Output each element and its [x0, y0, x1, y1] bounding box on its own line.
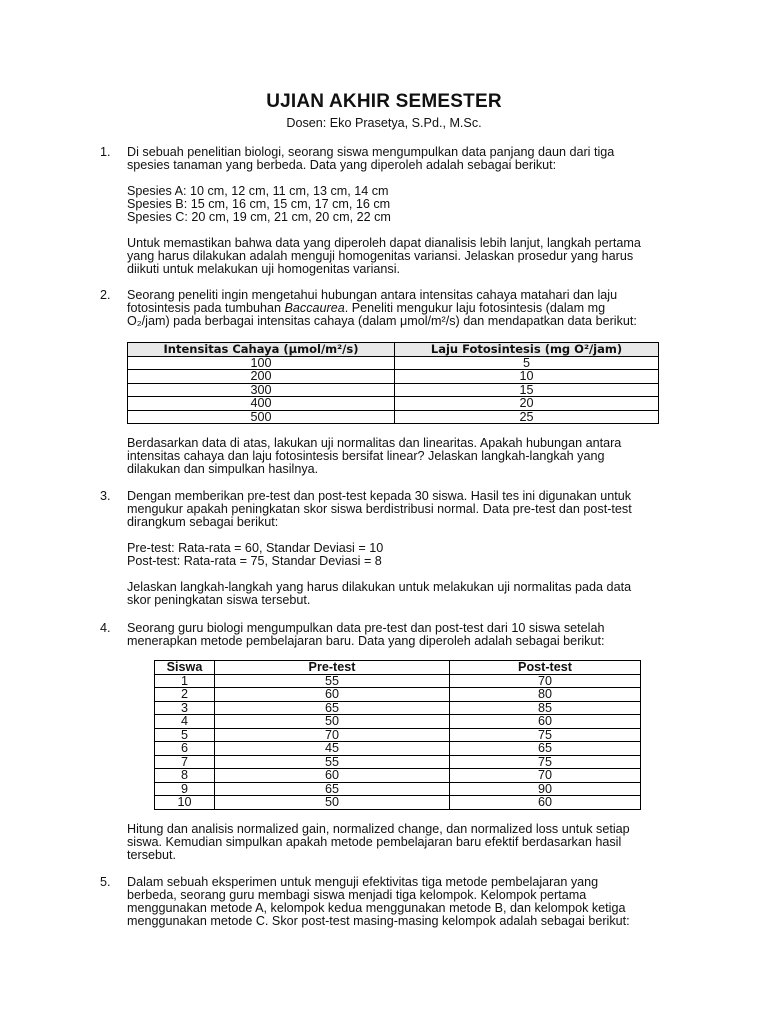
text-line: spesies tanaman yang berbeda. Data yang diperoleh adalah sebagai berikut: — [127, 158, 557, 172]
question-body — [127, 437, 667, 476]
text-line: Dengan memberikan pre-test dan post-test kepada 30 siswa. Hasil tes ini digunakan untuk — [127, 489, 632, 503]
text-line: menggunakan metode C. Skor post-test masing-masing kelompok adalah sebagai berikut: — [127, 914, 630, 928]
text-line: Jelaskan langkah-langkah yang harus dilakukan untuk melakukan uji normalitas pada data — [127, 580, 632, 594]
table-row — [128, 397, 659, 411]
table-header-row — [155, 661, 641, 675]
text-line: Berdasarkan data di atas, lakukan uji normalitas dan linearitas. Apakah hubungan antara — [127, 436, 622, 450]
question-body — [127, 876, 667, 928]
text-line: diikuti untuk melakukan uji homogenitas variansi. — [127, 262, 401, 276]
question-number: 3. — [100, 489, 111, 503]
text-line: menggunakan metode A, kelompok kedua menggunakan metode B, dan kelompok ketiga — [127, 901, 626, 915]
data-line: Pre-test: Rata-rata = 60, Standar Deviasi = 10 — [127, 541, 384, 555]
table-cell: 300 — [128, 383, 395, 397]
table-row — [155, 782, 641, 796]
table-cell: 10 — [155, 796, 215, 810]
table-row — [155, 769, 641, 783]
text-line: Dalam sebuah eksperimen untuk menguji efektivitas tiga metode pembelajaran yang — [127, 875, 599, 889]
question-number: 1. — [100, 145, 111, 159]
table-cell: 65 — [450, 742, 641, 756]
text-line: Seorang guru biologi mengumpulkan data pre-test dan post-test dari 10 siswa setelah — [127, 621, 605, 635]
table-row — [128, 383, 659, 397]
question-body — [127, 622, 667, 648]
table-row — [128, 410, 659, 424]
table-row — [128, 356, 659, 370]
species-name: Baccaurea — [284, 301, 345, 315]
table-cell: 9 — [155, 782, 215, 796]
table-cell: 60 — [450, 715, 641, 729]
text-line: skor peningkatan siswa tersebut. — [127, 593, 311, 607]
table-cell: 500 — [128, 410, 395, 424]
table-cell: 7 — [155, 755, 215, 769]
question-number: 4. — [100, 621, 111, 635]
text-line: dirangkum sebagai berikut: — [127, 515, 279, 529]
table-cell: 60 — [215, 769, 450, 783]
table-cell: 2 — [155, 688, 215, 702]
data-line: Post-test: Rata-rata = 75, Standar Deviasi = 8 — [127, 554, 382, 568]
table-row — [155, 688, 641, 702]
table-row — [128, 370, 659, 384]
table-cell: 65 — [215, 701, 450, 715]
table-row — [155, 742, 641, 756]
data-line: Spesies A: 10 cm, 12 cm, 11 cm, 13 cm, 14 cm — [127, 184, 389, 198]
column-header: Pre-test — [215, 661, 450, 675]
text-line: berbeda, seorang guru membagi siswa menjadi tiga kelompok. Kelompok pertama — [127, 888, 587, 902]
table-cell: 50 — [215, 796, 450, 810]
table-cell: 85 — [450, 701, 641, 715]
table-cell: 50 — [215, 715, 450, 729]
text-line: Hitung dan analisis normalized gain, normalized change, dan normalized loss untuk setiap — [127, 822, 630, 836]
column-header: Intensitas Cahaya (μmol/m²/s) — [128, 343, 395, 357]
text-line: Di sebuah penelitian biologi, seorang siswa mengumpulkan data panjang daun dari tiga — [127, 145, 615, 159]
text-line: intensitas cahaya dan laju fotosintesis bersifat linear? Jelaskan langkah-langkah yang — [127, 449, 605, 463]
table-cell: 80 — [450, 688, 641, 702]
table-cell: 10 — [395, 370, 659, 384]
table-cell: 5 — [155, 728, 215, 742]
question-body — [127, 146, 667, 276]
table-cell: 400 — [128, 397, 395, 411]
photosynthesis-table — [127, 342, 659, 424]
text-line: Untuk memastikan bahwa data yang diperoleh dapat dianalisis lebih lanjut, langkah pertama — [127, 236, 641, 250]
table-row — [155, 728, 641, 742]
page-title: UJIAN AKHIR SEMESTER — [266, 91, 502, 112]
table-cell: 8 — [155, 769, 215, 783]
table-cell: 1 — [155, 674, 215, 688]
text-line: menerapkan metode pembelajaran baru. Data yang diperoleh adalah sebagai berikut: — [127, 634, 605, 648]
column-header: Laju Fotosintesis (mg O²/jam) — [395, 343, 659, 357]
text-line: Seorang peneliti ingin mengetahui hubungan antara intensitas cahaya matahari dan laju — [127, 288, 618, 302]
question-body — [127, 289, 667, 328]
question-body — [127, 490, 667, 607]
table-cell: 70 — [450, 769, 641, 783]
table-row — [155, 755, 641, 769]
table-cell: 70 — [450, 674, 641, 688]
table-cell: 90 — [450, 782, 641, 796]
table-row — [155, 701, 641, 715]
table-cell: 25 — [395, 410, 659, 424]
table-cell: 45 — [215, 742, 450, 756]
table-row — [155, 715, 641, 729]
table-cell: 200 — [128, 370, 395, 384]
table-cell: 15 — [395, 383, 659, 397]
text-line: O₂/jam) pada berbagai intensitas cahaya (dalam μmol/m²/s) dan mendapatkan data berikut: — [127, 314, 637, 328]
text-line: dilakukan dan simpulkan hasilnya. — [127, 462, 319, 476]
text-line: siswa. Kemudian simpulkan apakah metode pembelajaran baru efektif berdasarkan hasil — [127, 835, 622, 849]
table-cell: 65 — [215, 782, 450, 796]
text-fragment: . Peneliti mengukur laju fotosintesis (dalam mg — [344, 301, 606, 315]
question-body — [127, 823, 667, 862]
table-header-row — [128, 343, 659, 357]
table-cell: 100 — [128, 356, 395, 370]
data-line: Spesies C: 20 cm, 19 cm, 21 cm, 20 cm, 22 cm — [127, 210, 391, 224]
table-cell: 75 — [450, 755, 641, 769]
table-cell: 4 — [155, 715, 215, 729]
column-header: Siswa — [155, 661, 215, 675]
text-line: tersebut. — [127, 848, 177, 862]
table-cell: 75 — [450, 728, 641, 742]
table-cell: 6 — [155, 742, 215, 756]
table-cell: 3 — [155, 701, 215, 715]
table-cell: 55 — [215, 755, 450, 769]
data-line: Spesies B: 15 cm, 16 cm, 15 cm, 17 cm, 16 cm — [127, 197, 391, 211]
table-row — [155, 796, 641, 810]
text-line: mengukur apakah peningkatan skor siswa berdistribusi normal. Data pre-test dan post-test — [127, 502, 632, 516]
table-cell: 5 — [395, 356, 659, 370]
pretest-posttest-table — [154, 660, 641, 810]
table-cell: 55 — [215, 674, 450, 688]
table-row — [155, 674, 641, 688]
text-line: yang harus dilakukan adalah menguji homogenitas variansi. Jelaskan prosedur yang harus — [127, 249, 634, 263]
column-header: Post-test — [450, 661, 641, 675]
table-cell: 60 — [450, 796, 641, 810]
lecturer-line: Dosen: Eko Prasetya, S.Pd., M.Sc. — [286, 116, 482, 130]
question-number: 2. — [100, 288, 111, 302]
question-number: 5. — [100, 875, 111, 889]
text-fragment: fotosintesis pada tumbuhan — [127, 301, 285, 315]
table-cell: 60 — [215, 688, 450, 702]
table-cell: 20 — [395, 397, 659, 411]
table-cell: 70 — [215, 728, 450, 742]
